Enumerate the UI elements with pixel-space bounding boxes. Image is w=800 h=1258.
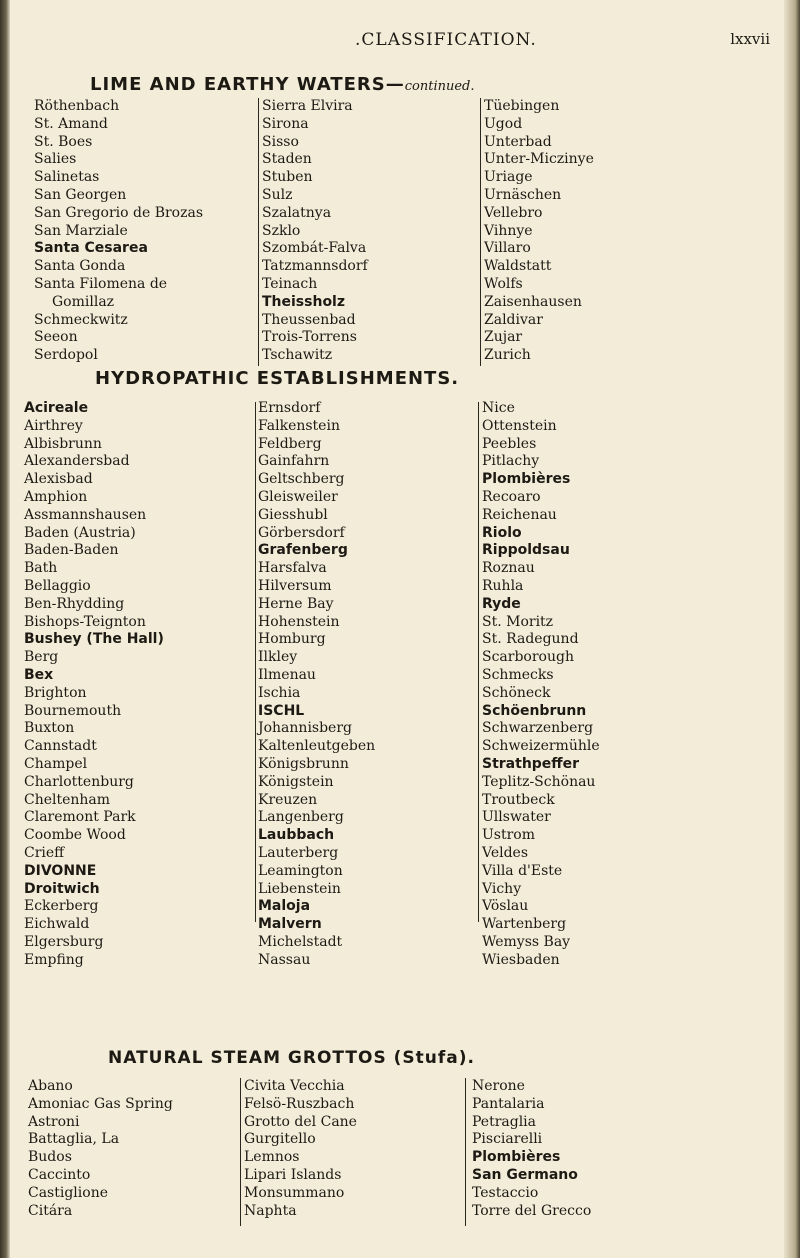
list-item: Grafenberg <box>258 542 348 559</box>
list-item: Schöenbrunn <box>482 702 587 719</box>
list-item: St. Amand <box>34 115 108 132</box>
list-item: Malvern <box>258 916 322 933</box>
list-item: Reichenau <box>482 506 557 523</box>
list-item: Kreuzen <box>258 791 318 808</box>
list-item: Königstein <box>258 773 334 790</box>
list-item: Schwarzenberg <box>482 720 594 737</box>
list-item: Waldstatt <box>484 258 552 275</box>
list-item: Seeon <box>34 329 78 346</box>
list-item: Scarborough <box>482 649 574 666</box>
list-item: Veldes <box>482 844 529 861</box>
list-item: Kaltenleutgeben <box>258 738 376 755</box>
list-item: Bushey (The Hall) <box>24 631 164 648</box>
column-divider <box>258 98 259 366</box>
list-item: Tüebingen <box>484 98 560 114</box>
list-item: Ilkley <box>258 649 298 666</box>
section-1-column-3 <box>484 98 594 365</box>
list-item: Albisbrunn <box>24 435 102 452</box>
list-item: Königsbrunn <box>258 755 349 772</box>
list-item: Wolfs <box>484 275 523 292</box>
list-item: Herne Bay <box>258 595 334 612</box>
list-item: Geltschberg <box>258 471 345 488</box>
list-item: Sierra Elvira <box>262 98 353 114</box>
list-item: Schmecks <box>482 666 554 683</box>
list-item: Sisso <box>262 133 299 150</box>
list-item: Naphta <box>244 1202 297 1219</box>
section-2-column-2 <box>258 400 375 970</box>
list-item: Feldberg <box>258 435 322 452</box>
section-3-column-3 <box>472 1078 591 1220</box>
list-item: Gurgitello <box>244 1131 316 1148</box>
list-item: Roznau <box>482 560 535 577</box>
list-item: Ottenstein <box>482 417 557 434</box>
list-item: Alexisbad <box>24 471 93 488</box>
list-item: Sulz <box>262 186 293 203</box>
list-item: Villaro <box>484 240 531 257</box>
list-item: Alexandersbad <box>24 453 130 470</box>
list-item: Crieff <box>24 844 65 861</box>
list-item: Plombières <box>472 1149 561 1166</box>
list-item: Ullswater <box>482 809 551 826</box>
section-heading-hydropathic <box>95 368 459 389</box>
list-item: Vöslau <box>482 898 529 915</box>
list-item: Bex <box>24 666 54 683</box>
list-item: Torre del Grecco <box>472 1202 592 1219</box>
column-divider <box>480 98 481 366</box>
list-item: San Georgen <box>34 186 127 203</box>
column-divider <box>240 1078 241 1226</box>
list-item: Zaisenhausen <box>484 293 582 310</box>
list-item: Troutbeck <box>482 791 555 808</box>
list-item: Buxton <box>24 720 75 737</box>
section-heading-steam-grottos <box>108 1048 475 1068</box>
list-item: Uriage <box>484 169 533 186</box>
list-item: Citára <box>28 1202 73 1219</box>
list-item: Sirona <box>262 115 309 132</box>
list-item: Vihnye <box>484 222 533 239</box>
list-item: Ryde <box>482 595 521 612</box>
list-item: Eichwald <box>24 916 90 933</box>
list-item: Stuben <box>262 169 313 186</box>
list-item: San Marziale <box>34 222 128 239</box>
column-divider <box>465 1078 466 1226</box>
page-number: lxxvii <box>730 30 770 48</box>
list-item: Nerone <box>472 1078 525 1094</box>
list-item: Pisciarelli <box>472 1131 543 1148</box>
section-3-column-1 <box>28 1078 173 1220</box>
list-item: Ischia <box>258 684 301 701</box>
list-item: ISCHL <box>258 702 305 719</box>
list-item: Theissholz <box>262 293 346 310</box>
list-item: St. Boes <box>34 133 93 150</box>
list-item: Salinetas <box>34 169 100 186</box>
list-item: Cannstadt <box>24 738 97 755</box>
list-item: Lauterberg <box>258 844 339 861</box>
list-item: Zaldivar <box>484 311 543 328</box>
list-item: Bournemouth <box>24 702 122 719</box>
list-item: Abano <box>28 1078 73 1094</box>
page-edge <box>784 0 800 1258</box>
list-item: San Germano <box>472 1166 578 1183</box>
column-divider <box>255 402 256 922</box>
list-item: Tatzmannsdorf <box>262 258 368 275</box>
list-item: Santa Gonda <box>34 258 126 275</box>
list-item: Ilmenau <box>258 666 316 683</box>
list-item: Schweizermühle <box>482 738 600 755</box>
list-item: Recoaro <box>482 488 541 505</box>
list-item: Nassau <box>258 951 311 968</box>
list-item: Santa Cesarea <box>34 240 148 257</box>
list-item: Claremont Park <box>24 809 136 826</box>
list-item: Szklo <box>262 222 301 239</box>
list-item: Droitwich <box>24 880 100 897</box>
list-item: Szalatnya <box>262 204 332 221</box>
list-item: Unterbad <box>484 133 552 150</box>
list-item: Teplitz-Schönau <box>482 773 596 790</box>
list-item: Bath <box>24 560 58 577</box>
section-heading-text: HYDROPATHIC ESTABLISHMENTS. <box>95 368 460 389</box>
list-item: Plombières <box>482 471 571 488</box>
running-head <box>0 30 800 54</box>
list-item: Eckerberg <box>24 898 99 915</box>
list-item: Baden-Baden <box>24 542 119 559</box>
list-item: St. Moritz <box>482 613 554 630</box>
list-item: St. Radegund <box>482 631 579 648</box>
list-item: Homburg <box>258 631 326 648</box>
list-item: Gleisweiler <box>258 488 338 505</box>
list-item: Ernsdorf <box>258 400 321 416</box>
list-item: Budos <box>28 1149 72 1166</box>
list-item: Lemnos <box>244 1149 300 1166</box>
list-item: Astroni <box>28 1113 80 1130</box>
list-item: Leamington <box>258 862 343 879</box>
list-item: San Gregorio de Brozas <box>34 204 204 221</box>
list-item: Ruhla <box>482 577 524 594</box>
list-item: Brighton <box>24 684 87 701</box>
list-item: Civita Vecchia <box>244 1078 345 1094</box>
list-item: Laubbach <box>258 827 335 844</box>
list-item: Urnäschen <box>484 186 562 203</box>
list-item: Zujar <box>484 329 523 346</box>
list-item: Wemyss Bay <box>482 933 571 950</box>
list-item: Görbersdorf <box>258 524 345 541</box>
column-divider <box>478 402 479 922</box>
book-binding-shadow <box>0 0 10 1258</box>
list-item: Santa Filomena de <box>34 275 168 292</box>
list-item: Harsfalva <box>258 560 327 577</box>
list-item: Tschawitz <box>262 347 333 364</box>
list-item: Liebenstein <box>258 880 341 897</box>
list-item: Teinach <box>262 275 318 292</box>
list-item: Airthrey <box>24 417 83 434</box>
list-item: Villa d'Este <box>482 862 563 879</box>
section-1-column-2 <box>262 98 368 365</box>
list-item: Röthenbach <box>34 98 120 114</box>
list-item: Peebles <box>482 435 537 452</box>
list-item: Ugod <box>484 115 523 132</box>
list-item: Bellaggio <box>24 577 91 594</box>
list-item: Hilversum <box>258 577 332 594</box>
list-item: Giesshubl <box>258 506 328 523</box>
list-item: Vellebro <box>484 204 543 221</box>
list-item: Salies <box>34 151 77 168</box>
list-item: Petraglia <box>472 1113 537 1130</box>
list-item: Testaccio <box>472 1184 539 1201</box>
list-item: Pitlachy <box>482 453 540 470</box>
list-item: Champel <box>24 755 88 772</box>
list-item: Unter-Miczinye <box>484 151 594 168</box>
list-item: Pantalaria <box>472 1095 545 1112</box>
list-item: Charlottenburg <box>24 773 134 790</box>
section-2-column-1 <box>24 400 164 970</box>
list-item: Staden <box>262 151 312 168</box>
list-item: Langenberg <box>258 809 344 826</box>
list-item: Vichy <box>482 880 522 897</box>
list-item: Zurich <box>484 347 531 364</box>
list-item: Schöneck <box>482 684 551 701</box>
list-item: Assmannshausen <box>24 506 147 523</box>
list-item: Amoniac Gas Spring <box>28 1095 173 1112</box>
list-item: Elgersburg <box>24 933 104 950</box>
list-item: Lipari Islands <box>244 1166 342 1183</box>
list-item: Grotto del Cane <box>244 1113 357 1130</box>
list-item: Falkenstein <box>258 417 340 434</box>
list-item: Gomillaz <box>52 293 115 310</box>
list-item: Coombe Wood <box>24 827 126 844</box>
list-item: Acireale <box>24 400 89 416</box>
list-item: Felsö-Ruszbach <box>244 1095 355 1112</box>
section-2-column-3 <box>482 400 600 970</box>
list-item: Serdopol <box>34 347 98 364</box>
list-item: Castiglione <box>28 1184 108 1201</box>
list-item: Caccinto <box>28 1166 91 1183</box>
list-item: Empfing <box>24 951 84 968</box>
list-item: Amphion <box>24 488 88 505</box>
list-item: Rippoldsau <box>482 542 570 559</box>
section-heading-text: LIME AND EARTHY WATERS— <box>90 74 405 95</box>
section-3-column-2 <box>244 1078 357 1220</box>
list-item: Wartenberg <box>482 916 567 933</box>
list-item: Trois-Torrens <box>262 329 357 346</box>
list-item: Hohenstein <box>258 613 340 630</box>
list-item: Maloja <box>258 898 311 915</box>
list-item: Gainfahrn <box>258 453 330 470</box>
list-item: Schmeckwitz <box>34 311 128 328</box>
list-item: Michelstadt <box>258 933 343 950</box>
list-item: Strathpeffer <box>482 755 580 772</box>
list-item: Monsummano <box>244 1184 345 1201</box>
section-heading-text: NATURAL STEAM GROTTOS (Stufa). <box>108 1048 475 1068</box>
list-item: Baden (Austria) <box>24 524 136 541</box>
list-item: Berg <box>24 649 59 666</box>
list-item: Johannisberg <box>258 720 353 737</box>
list-item: Szombát-Falva <box>262 240 367 257</box>
section-heading-continued: continued. <box>404 79 475 94</box>
list-item: Ben-Rhydding <box>24 595 125 612</box>
list-item: Theussenbad <box>262 311 356 328</box>
list-item: Ustrom <box>482 827 536 844</box>
list-item: Cheltenham <box>24 791 111 808</box>
running-title: .CLASSIFICATION. <box>355 30 537 50</box>
list-item: DIVONNE <box>24 862 97 879</box>
section-heading-lime-earthy <box>90 74 475 95</box>
section-1-column-1 <box>34 98 203 365</box>
list-item: Wiesbaden <box>482 951 560 968</box>
list-item: Riolo <box>482 524 522 541</box>
list-item: Battaglia, La <box>28 1131 120 1148</box>
list-item: Bishops-Teignton <box>24 613 146 630</box>
list-item: Nice <box>482 400 515 416</box>
